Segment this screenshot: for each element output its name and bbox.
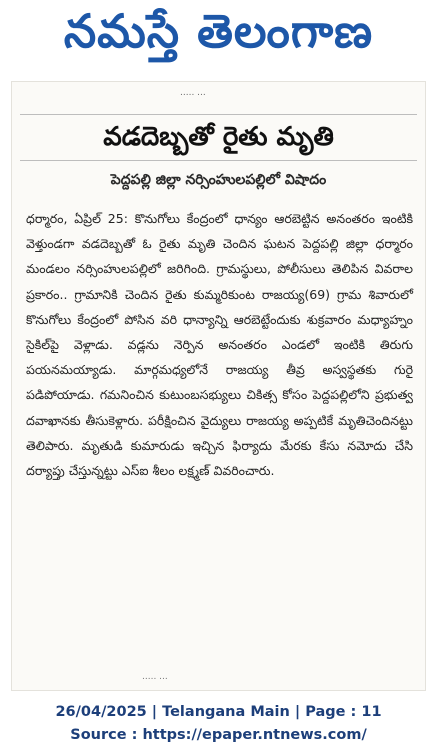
headline: వడదెబ్బతో రైతు మృతి <box>103 122 334 152</box>
article-body: ధర్మారం, ఏప్రిల్ 25: కొనుగోలు కేంద్రంలో ధాన్యం ఆరబెట్టిన అనంతరం ఇంటికి వెళ్తుండగా వడదెబ్బతో ఓ రైతు మృతి చెందిన ఘటన పెద్దపల్లి జిల్లా ధర్మారం మండలం నర్సింహులపల్లిలో జరిగింది. గ్రామస్థులు, పోలీసులు తెలిపిన వివరాల ప్రకారం.. గ్రామానికి చెందిన రైతు కుమ్మరికుంట రాజయ్య(69) గ్రామ శివారులో కొనుగోలు కేంద్రంలో పోసిన వరి ధాన్యాన్ని ఆరబెట్టేందుకు శుక్రవారం మధ్యాహ్నం సైకిల్‌పై వెళ్లాడు. వడ్లను నెర్పిన అనంతరం ఎండలో ఇంటికి తిరుగు పయనమయ్యాడు. మార్గమధ్యలోనే రాజయ్య తీవ్ర అస్వస్థతకు గురై పడిపోయాడు. గమనించిన కుటుంబసభ్యులు చికిత్స కోసం పెద్దపల్లిలోని ప్రభుత్వ దవాఖానకు తీసుకెళ్లారు. పరీక్షించిన వైద్యులు రాజయ్య అప్పటికే మృతిచెందినట్టు తెలిపారు. మృతుడి కుమారుడు ఇచ్చిన ఫిర్యాదు మేరకు కేసు నమోదు చేసి దర్యాప్తు చేస్తున్నట్టు ఎస్ఐ శీలం లక్ష్మణ్ వివరించారు. <box>26 211 413 479</box>
bottom-cut-text-fragment: ..... ... <box>142 672 168 682</box>
footer-date-edition-page: 26/04/2025 | Telangana Main | Page : 11 <box>55 704 382 720</box>
subheadline: పెద్దపల్లి జిల్లా నర్సింహులపల్లిలో విషాదం <box>110 172 327 188</box>
masthead-logo: నమస్తే తెలంగాణ <box>63 6 374 58</box>
headline-top-rule <box>20 114 417 115</box>
headline-bottom-rule <box>20 160 417 161</box>
top-cut-text-fragment: ..... ... <box>180 88 206 98</box>
news-clipping <box>12 82 425 690</box>
footer-source: Source : https://epaper.ntnews.com/ <box>70 727 367 743</box>
